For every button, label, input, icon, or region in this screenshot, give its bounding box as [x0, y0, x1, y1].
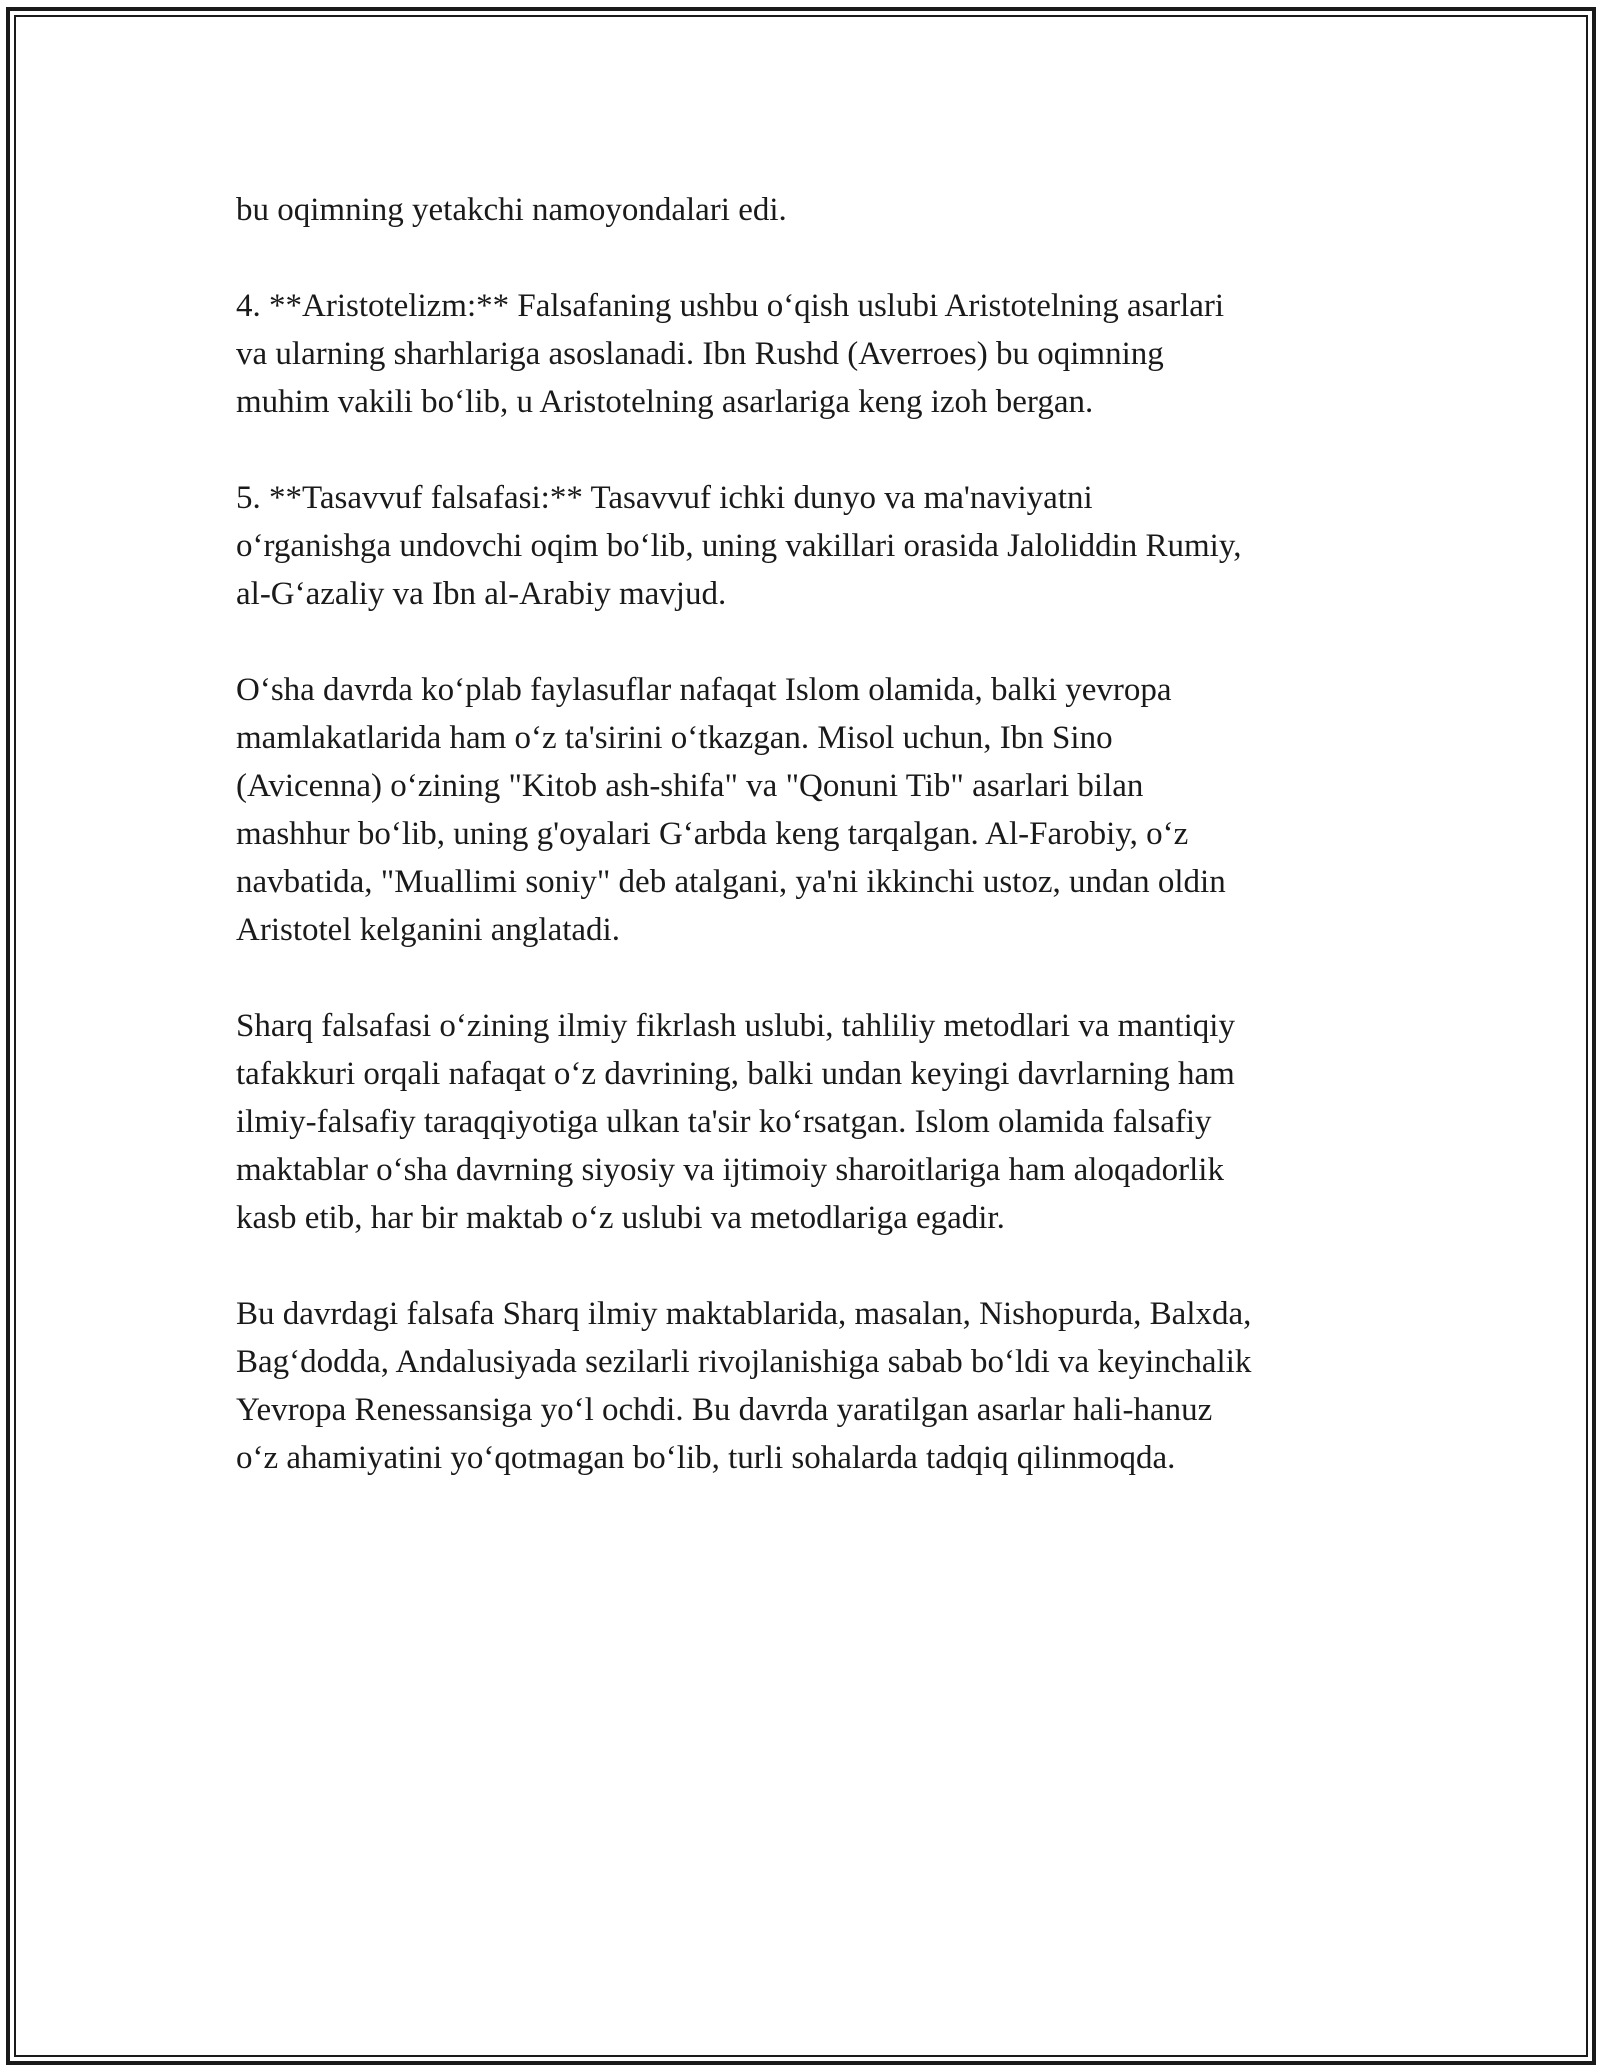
text-line: Aristotel kelganini anglatadi. [236, 912, 620, 948]
text-line: 5. **Tasavvuf falsafasi:** Tasavvuf ichki dunyo va ma'naviyatni [236, 480, 1093, 516]
text-line: va ularning sharhlariga asoslanadi. Ibn Rushd (Averroes) bu oqimning [236, 336, 1164, 372]
text-line: Yevropa Renessansiga yoʻl ochdi. Bu davrda yaratilgan asarlar hali-hanuz [236, 1392, 1213, 1428]
text-line: Oʻsha davrda koʻplab faylasuflar nafaqat Islom olamida, balki yevropa [236, 672, 1172, 708]
paragraph-continuation [236, 186, 1396, 234]
text-line: kasb etib, har bir maktab oʻz uslubi va metodlariga egadir. [236, 1200, 1005, 1236]
text-line: oʻz ahamiyatini yoʻqotmagan boʻlib, turli sohalarda tadqiq qilinmoqda. [236, 1440, 1176, 1476]
paragraph-aristotelizm [236, 282, 1396, 426]
text-line: al-Gʻazaliy va Ibn al-Arabiy mavjud. [236, 576, 727, 612]
text-line: bu oqimning yetakchi namoyondalari edi. [236, 192, 787, 228]
document-body [236, 186, 1396, 1530]
text-line: 4. **Aristotelizm:** Falsafaning ushbu oʻqish uslubi Aristotelning asarlari [236, 288, 1225, 324]
paragraph-sharq-falsafasi [236, 1002, 1396, 1242]
text-line: muhim vakili boʻlib, u Aristotelning asarlariga keng izoh bergan. [236, 384, 1094, 420]
text-line: mashhur boʻlib, uning g'oyalari Gʻarbda keng tarqalgan. Al-Farobiy, oʻz [236, 816, 1189, 852]
text-line: Bagʻdodda, Andalusiyada sezilarli rivojlanishiga sabab boʻldi va keyinchalik [236, 1344, 1252, 1380]
text-line: maktablar oʻsha davrning siyosiy va ijtimoiy sharoitlariga ham aloqadorlik [236, 1152, 1224, 1188]
text-line: Sharq falsafasi oʻzining ilmiy fikrlash uslubi, tahliliy metodlari va mantiqiy [236, 1008, 1235, 1044]
paragraph-conclusion [236, 1290, 1396, 1482]
text-line: mamlakatlarida ham oʻz ta'sirini oʻtkazgan. Misol uchun, Ibn Sino [236, 720, 1113, 756]
text-line: navbatida, "Muallimi soniy" deb atalgani, ya'ni ikkinchi ustoz, undan oldin [236, 864, 1226, 900]
paragraph-influence [236, 666, 1396, 954]
text-line: ilmiy-falsafiy taraqqiyotiga ulkan ta'sir koʻrsatgan. Islom olamida falsafiy [236, 1104, 1212, 1140]
text-line: Bu davrdagi falsafa Sharq ilmiy maktablarida, masalan, Nishopurda, Balxda, [236, 1296, 1252, 1332]
text-line: tafakkuri orqali nafaqat oʻz davrining, balki undan keyingi davrlarning ham [236, 1056, 1235, 1092]
paragraph-tasavvuf [236, 474, 1396, 618]
text-line: oʻrganishga undovchi oqim boʻlib, uning vakillari orasida Jaloliddin Rumiy, [236, 528, 1242, 564]
text-line: (Avicenna) oʻzining "Kitob ash-shifa" va "Qonuni Tib" asarlari bilan [236, 768, 1144, 804]
